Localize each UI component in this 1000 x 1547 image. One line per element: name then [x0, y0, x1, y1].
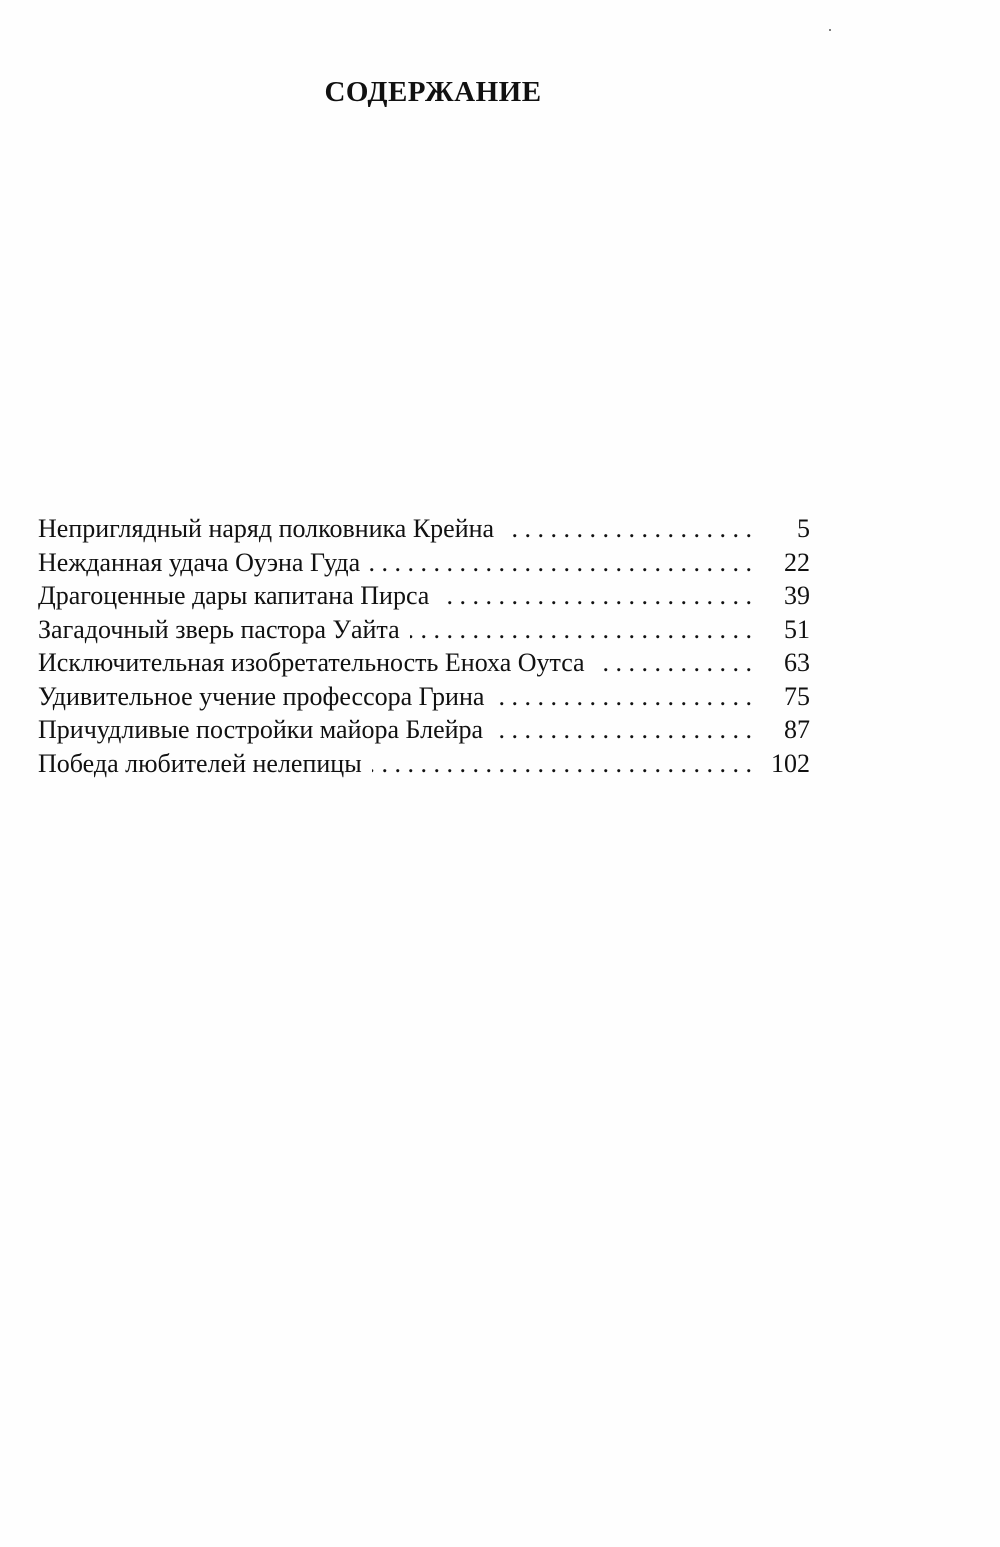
- toc-dot-leader: [595, 646, 752, 680]
- toc-entry: [38, 713, 810, 747]
- toc-entry: [38, 747, 810, 781]
- toc-entry-title: Победа любителей нелепицы: [38, 748, 362, 778]
- table-of-contents: [38, 512, 810, 780]
- toc-entry-title: Загадочный зверь пастора Уайта: [38, 614, 400, 644]
- toc-dot-leader: [370, 546, 752, 580]
- page-title: СОДЕРЖАНИЕ: [324, 76, 542, 108]
- toc-entry-page: 51: [784, 614, 810, 644]
- toc-entry: [38, 646, 810, 680]
- toc-entry-page: 75: [784, 681, 810, 711]
- toc-entry-title: Драгоценные дары капитана Пирса: [38, 581, 430, 610]
- toc-entry-title: Нежданная удача Оуэна Гуда: [38, 547, 361, 577]
- toc-dot-leader: [504, 512, 752, 546]
- toc-entry-page: 87: [784, 715, 810, 744]
- toc-entry-page: 5: [797, 514, 810, 543]
- toc-entry-title: Неприглядный наряд полковника Крейна: [38, 514, 495, 543]
- toc-entry: [38, 613, 810, 647]
- toc-entry: [38, 546, 810, 580]
- toc-entry-title: Причудливые постройки майора Блейра: [38, 715, 484, 744]
- toc-entry: [38, 680, 810, 714]
- toc-entry-page: 39: [784, 581, 810, 610]
- toc-dot-leader: [372, 747, 752, 781]
- toc-entry-title: Исключительная изобретательность Еноха Оутса: [38, 648, 585, 677]
- toc-dot-leader: [494, 680, 752, 714]
- toc-entry: [38, 512, 810, 546]
- toc-dot-leader: [410, 613, 752, 647]
- print-speck: [829, 29, 831, 31]
- toc-entry: [38, 579, 810, 613]
- toc-dot-leader: [493, 713, 752, 747]
- toc-entry-page: 102: [771, 748, 810, 778]
- toc-entry-page: 63: [784, 648, 810, 677]
- toc-entry-title: Удивительное учение профессора Грина: [38, 681, 485, 711]
- toc-entry-page: 22: [784, 547, 810, 577]
- toc-dot-leader: [439, 579, 752, 613]
